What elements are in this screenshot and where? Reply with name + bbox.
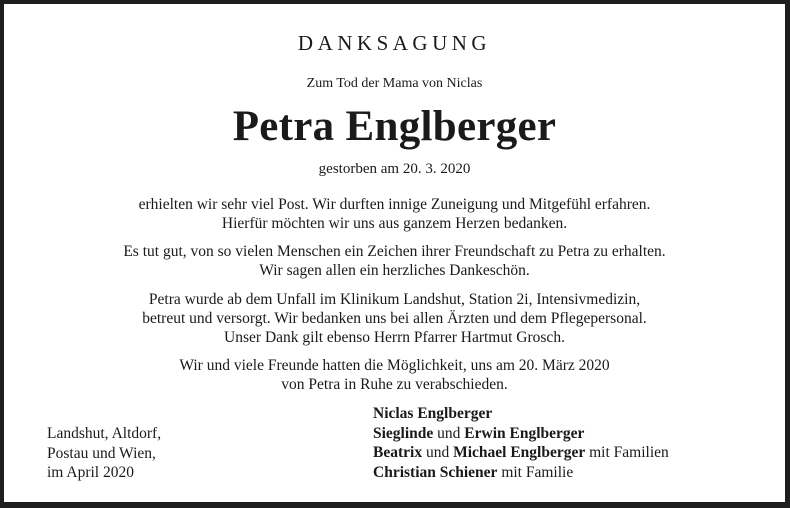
paragraph-line: erhielten wir sehr viel Post. Wir durften innige Zuneigung und Mitgefühl erfahren. xyxy=(138,196,651,213)
signer-suffix: mit Familie xyxy=(497,463,574,481)
paragraph-line: Wir sagen allen ein herzliches Dankeschön. xyxy=(259,262,530,279)
paragraph-friendship xyxy=(4,242,785,280)
paragraph-line: von Petra in Ruhe zu verabschieden. xyxy=(281,376,508,393)
notice-heading: DANKSAGUNG xyxy=(297,31,492,55)
signer-suffix: mit Familien xyxy=(585,444,669,461)
signer-name: Erwin Englberger xyxy=(464,424,585,442)
signer-row xyxy=(373,424,669,444)
signer-name: Sieglinde xyxy=(373,424,434,442)
signer-name: Michael Englberger xyxy=(453,444,586,461)
signer-name: Beatrix xyxy=(373,444,423,461)
date-of-death: gestorben am 20. 3. 2020 xyxy=(318,161,471,177)
paragraph-line: Unser Dank gilt ebenso Herrn Pfarrer Hartmut Grosch. xyxy=(224,329,565,346)
paragraph-line: Es tut gut, von so vielen Menschen ein Zeichen ihrer Freundschaft zu Petra zu erhalten. xyxy=(123,243,666,260)
paragraph-line: betreut und versorgt. Wir bedanken uns bei allen Ärzten und dem Pflegepersonal. xyxy=(142,310,647,327)
deceased-name: Petra Englberger xyxy=(232,103,557,150)
paragraph-hospital xyxy=(4,290,785,347)
conjunction: und xyxy=(433,424,465,442)
notice-subheading: Zum Tod der Mama von Niclas xyxy=(306,76,483,91)
date-line: im April 2020 xyxy=(47,464,134,481)
signer-name: Niclas Englberger xyxy=(373,405,493,422)
place-and-date xyxy=(47,424,161,483)
paragraph-line: Hierfür möchten wir uns aus ganzem Herzen bedanken. xyxy=(221,215,568,232)
conjunction: und xyxy=(422,444,454,461)
place-line: Landshut, Altdorf, xyxy=(47,425,162,442)
paragraph-thanks-post xyxy=(4,195,785,233)
signers-list xyxy=(373,404,669,482)
signer-row xyxy=(373,463,669,483)
paragraph-line: Wir und viele Freunde hatten die Möglichkeit, uns am 20. März 2020 xyxy=(179,357,610,374)
paragraph-farewell xyxy=(4,356,785,394)
place-line: Postau und Wien, xyxy=(47,444,156,462)
signer-row xyxy=(373,404,669,424)
signer-name: Christian Schiener xyxy=(373,463,498,481)
paragraph-line: Petra wurde ab dem Unfall im Klinikum Landshut, Station 2i, Intensivmedizin, xyxy=(148,291,641,308)
signer-row xyxy=(373,443,669,463)
